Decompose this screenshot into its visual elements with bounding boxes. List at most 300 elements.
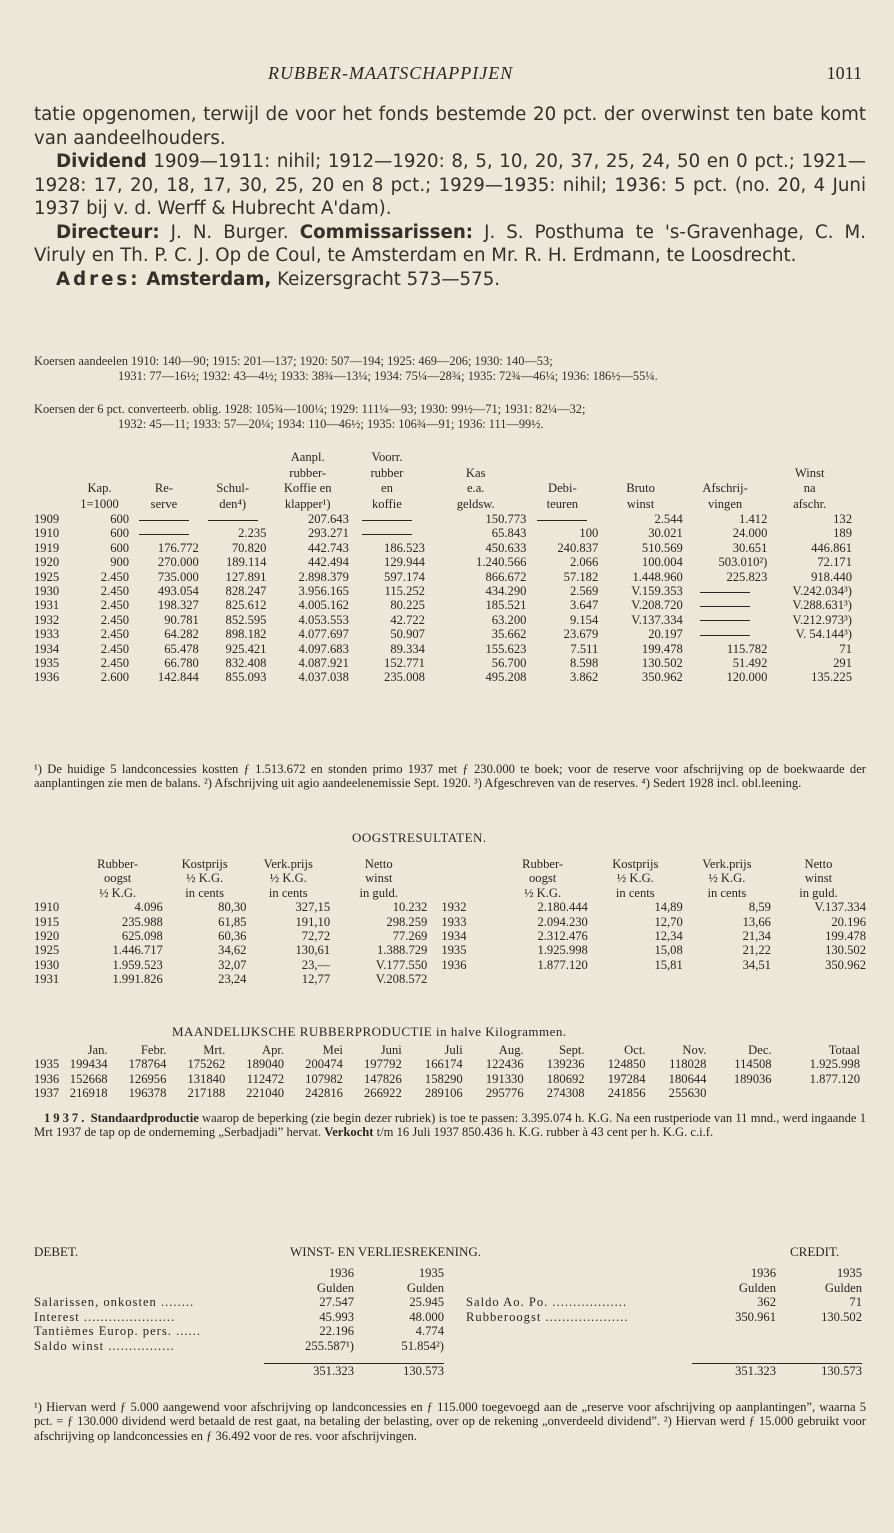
table-cell: 196378	[128, 1086, 167, 1101]
table-cell: 2.450	[100, 656, 130, 671]
column-header: Rubber- oogst ½ K.G.	[522, 857, 564, 900]
dash-mark	[700, 592, 750, 593]
table-cell: 89.334	[390, 641, 425, 656]
dash-mark	[700, 635, 750, 636]
unit-cell: Gulden	[406, 1280, 444, 1295]
table-cell: 50.907	[390, 627, 425, 642]
table-cell: 298.259	[386, 914, 428, 929]
harvest-table	[34, 857, 866, 987]
table-cell: 350.961	[735, 1309, 776, 1324]
table-cell	[349, 526, 425, 540]
intro-line: tatie opgenomen, terwijl de voor het fonds bestemde 20 pct. der overwinst ten bate komt van aandeelhouders.	[34, 104, 866, 149]
total-cell: 130.573	[354, 1363, 444, 1378]
total-cell: 351.323	[692, 1363, 776, 1378]
table-cell: 1933	[34, 627, 60, 642]
table-cell: 3.862	[569, 670, 599, 685]
table-cell: 1937	[34, 1086, 60, 1101]
table-cell: 21,34	[742, 929, 771, 944]
table-cell: 189	[833, 526, 852, 541]
table-cell: 2.569	[569, 584, 599, 599]
table-cell: 235.008	[384, 670, 425, 685]
table-cell: 1935	[441, 943, 467, 958]
table-cell: 1.388.729	[376, 943, 428, 958]
table-cell: 8.598	[569, 656, 599, 671]
table-cell: 30.021	[648, 526, 683, 541]
table-cell: Interest ......................	[34, 1309, 176, 1324]
table-cell: 199434	[69, 1057, 108, 1072]
table-cell: 2.450	[100, 569, 130, 584]
table-cell: 832.408	[225, 656, 267, 671]
table-cell	[683, 613, 768, 627]
table-cell: 127.891	[225, 569, 267, 584]
table-row	[34, 512, 852, 526]
share-prices-line1: Koersen aandeelen 1910: 140—90; 1915: 201—137; 1920: 507—194; 1925: 469—206; 1930: 140—53;	[34, 354, 553, 368]
table-cell: 132	[833, 512, 852, 526]
table-cell: 900	[110, 555, 130, 570]
total-row	[466, 1363, 862, 1378]
table-cell: 4.037.038	[298, 670, 349, 685]
bond-prices	[34, 402, 866, 433]
table-row	[34, 584, 852, 598]
table-cell: 1.991.826	[112, 972, 163, 987]
account-row	[466, 1295, 862, 1310]
table-cell: 1920	[34, 555, 60, 570]
table-cell: 189.114	[226, 555, 267, 570]
table-cell: 1925	[34, 569, 60, 584]
table-cell: 23,—	[301, 957, 331, 972]
table-cell	[349, 512, 425, 526]
table-cell: 510.569	[641, 540, 683, 555]
column-header: Rubber- oogst ½ K.G.	[97, 857, 139, 900]
table-cell: 112472	[246, 1071, 285, 1086]
table-row	[34, 972, 866, 986]
table-cell: 1.959.523	[112, 957, 163, 972]
table-cell: 65.843	[491, 526, 527, 541]
month-header: Aug.	[498, 1043, 524, 1057]
table-cell: 852.595	[225, 612, 267, 627]
table-cell: 362	[757, 1295, 776, 1309]
table-cell: 493.054	[157, 584, 199, 599]
table-cell: 1.925.998	[809, 1057, 860, 1072]
table-cell: 2.094.230	[537, 914, 588, 929]
table-cell: 4.774	[415, 1324, 444, 1338]
table-cell: 1931	[34, 972, 60, 987]
winst-heading: WINST- EN VERLIESREKENING.	[290, 1244, 482, 1259]
adres-label: Adres:	[56, 268, 141, 290]
column-header	[427, 857, 497, 900]
table-cell: 207.643	[307, 512, 349, 526]
table-cell: 66.780	[164, 656, 199, 671]
table-cell: 12,77	[301, 972, 331, 987]
oogst-title: OOGSTRESULTATEN.	[352, 830, 487, 845]
table-cell: 2.450	[100, 598, 130, 613]
table-cell: 855.093	[225, 670, 267, 685]
table-cell: 126956	[128, 1071, 167, 1086]
table-cell: 9.154	[569, 612, 599, 627]
blank-cell	[34, 1353, 264, 1363]
table-cell: 1.877.120	[537, 957, 588, 972]
share-prices-line2: 1931: 77—16½; 1932: 43—4½; 1933: 38¾—13¼; 1934: 75¼—28¾; 1935: 72¾—46¼; 1936: 186½—55¼.	[118, 369, 658, 384]
table-cell: 825.612	[225, 598, 267, 613]
table-cell: 180644	[668, 1071, 707, 1086]
month-header: Sept.	[559, 1043, 585, 1057]
blank-cell	[34, 1363, 264, 1378]
standard-label: Standaardproductie	[90, 1111, 199, 1125]
month-header: Juni	[380, 1043, 402, 1057]
table-cell: 14,89	[654, 900, 683, 915]
running-head	[0, 63, 894, 85]
table-cell: 266922	[363, 1086, 402, 1101]
table-cell: Rubberoogst ....................	[466, 1309, 629, 1324]
table-cell: 35.662	[491, 627, 527, 642]
table-cell: 152668	[69, 1071, 108, 1086]
month-header: Totaal	[828, 1043, 860, 1057]
table-cell: V.177.550	[375, 957, 428, 972]
adres-city: Amsterdam,	[146, 268, 272, 290]
credit-table	[466, 1266, 862, 1378]
table-cell: 4.005.162	[298, 598, 349, 613]
table-row	[34, 943, 866, 957]
table-cell: 130.502	[641, 656, 683, 671]
table-row	[34, 598, 852, 612]
table-cell: 1930	[34, 957, 60, 972]
table-cell: 199.478	[825, 929, 866, 944]
table-cell: 1925	[34, 943, 60, 958]
total-row	[34, 1363, 444, 1378]
table-cell: 4.087.921	[298, 656, 349, 671]
column-header: Voorr. rubber en koffie	[370, 450, 404, 511]
table-cell: 1.925.998	[537, 943, 588, 958]
table-row	[34, 1086, 860, 1100]
table-cell: 34,62	[218, 943, 247, 958]
table-cell: 131840	[187, 1071, 226, 1086]
commissarissen-label: Commissarissen:	[299, 221, 474, 243]
table-cell: 15,08	[654, 943, 683, 958]
table-cell: 4.053.553	[298, 612, 349, 627]
table-cell: 63.200	[491, 612, 527, 627]
table-cell: 2.312.476	[537, 929, 588, 944]
table-cell: 1933	[441, 914, 467, 929]
standard-production	[34, 1111, 866, 1140]
address-paragraph	[34, 268, 866, 292]
spacer-row	[466, 1353, 862, 1363]
table-cell: 1.240.566	[476, 555, 527, 570]
table-cell: 191330	[485, 1071, 524, 1086]
table-cell: 166174	[424, 1057, 463, 1072]
column-header: Schul- den⁴)	[216, 481, 250, 511]
table-cell: 293.271	[307, 526, 349, 541]
table-cell: 114508	[734, 1057, 772, 1072]
table-row	[34, 656, 852, 670]
table-cell: 189040	[246, 1057, 285, 1072]
table-cell: 1932	[441, 900, 467, 915]
table-cell: 1920	[34, 929, 60, 944]
table-cell: 2.544	[654, 512, 683, 526]
table-cell: 90.781	[164, 612, 199, 627]
table-cell	[129, 512, 199, 526]
table-cell: V.242.034³)	[792, 584, 852, 599]
table-cell: 241856	[607, 1086, 646, 1101]
table-cell: 130.502	[821, 1309, 862, 1324]
table-cell: 2.450	[100, 584, 130, 599]
table-cell: 600	[110, 526, 130, 541]
table-cell: 130.502	[825, 943, 866, 958]
table-cell: 221040	[246, 1086, 285, 1101]
table-cell: 176.772	[157, 540, 199, 555]
table-cell: Salarissen, onkosten ........	[34, 1295, 195, 1309]
table-cell: 442.494	[307, 555, 349, 570]
table-cell: 120.000	[726, 670, 768, 685]
table-cell	[129, 526, 199, 540]
dash-mark	[362, 520, 412, 521]
table-cell: 1930	[34, 584, 60, 599]
table-cell: 1.877.120	[809, 1071, 860, 1086]
table-cell: 1909	[34, 512, 60, 526]
table-cell: 178764	[128, 1057, 167, 1072]
table-cell: 72,72	[301, 929, 331, 944]
table-cell: 291	[833, 656, 852, 671]
dash-mark	[700, 606, 750, 607]
table-cell: 625.098	[121, 929, 163, 944]
table-cell: 71	[849, 1295, 862, 1309]
month-header: Nov.	[682, 1043, 707, 1057]
table-cell: 217188	[187, 1086, 226, 1101]
table-cell: 152.771	[384, 656, 425, 671]
table-cell: 350.962	[641, 670, 683, 685]
table-cell: 129.944	[384, 555, 425, 570]
month-header: Mrt.	[203, 1043, 226, 1057]
column-header: Winst na afschr.	[793, 465, 827, 511]
table-cell: 200474	[305, 1057, 343, 1072]
table-cell: 1.448.960	[632, 569, 683, 584]
column-header	[34, 450, 70, 512]
table-cell: 25.945	[409, 1295, 444, 1309]
maand-title: MAANDELIJKSCHE RUBBERPRODUCTIE in halve Kilogrammen.	[172, 1024, 567, 1039]
table-cell: 175262	[187, 1057, 226, 1072]
column-header: Verk.prijs ½ K.G. in cents	[263, 857, 313, 900]
blank-cell	[466, 1324, 692, 1339]
spacer-row	[466, 1339, 862, 1354]
table-cell: 56.700	[491, 656, 527, 671]
table-cell: 71	[839, 641, 852, 656]
year-cell: 1936	[328, 1266, 354, 1280]
month-header: Apr.	[262, 1043, 285, 1057]
table-cell: 255.587¹)	[305, 1338, 354, 1353]
table-cell: 2.600	[100, 670, 130, 685]
year-cell: 1935	[418, 1266, 444, 1280]
month-header: Oct.	[624, 1043, 646, 1057]
table-cell: 12,70	[654, 914, 683, 929]
table-cell: 61,85	[218, 914, 247, 929]
table-cell: 80.225	[390, 598, 425, 613]
table-row	[34, 670, 852, 684]
table-cell: 2.450	[100, 641, 130, 656]
account-row	[466, 1310, 862, 1325]
table-cell: 235.988	[121, 914, 163, 929]
table-cell: V.137.334	[814, 900, 866, 915]
table-cell: 45.993	[319, 1309, 354, 1324]
table-cell: 23,24	[218, 972, 247, 987]
table-cell: 1919	[34, 540, 60, 555]
table-cell: 118028	[669, 1057, 707, 1072]
month-header: Dec.	[748, 1043, 772, 1057]
dash-mark	[537, 520, 587, 521]
blank-cell	[466, 1353, 692, 1363]
footnote-1: ¹) De huidige 5 landconcessies kostten ƒ 1.513.672 en stonden primo 1937 met ƒ 230.000 te boek; voor de reserve voor afschrijving op de boekwaarde der aanplantingen zie men de balans. ²) Afschrijving uit agio aandeelenemissie Sept. 1920. ³) Afgeschreven van de reserves. ⁴) Sedert 1928 incl. obl.leening.	[34, 762, 866, 791]
dash-mark	[362, 534, 412, 535]
credit-heading: CREDIT.	[790, 1244, 840, 1259]
share-prices	[34, 354, 866, 385]
total-cell: 130.573	[776, 1363, 862, 1378]
table-cell: 255630	[668, 1086, 707, 1101]
blank-cell	[34, 1281, 264, 1296]
column-header: Netto winst in guld.	[799, 857, 838, 900]
account-row	[34, 1310, 444, 1325]
table-cell: 327,15	[295, 900, 331, 915]
total-cell: 351.323	[264, 1363, 354, 1378]
table-cell: 20.197	[648, 627, 683, 642]
table-cell: 1.412	[739, 512, 768, 526]
table-cell: 135.225	[811, 670, 852, 685]
column-header: Kostprijs ½ K.G. in cents	[181, 857, 228, 900]
year-row	[466, 1266, 862, 1281]
table-cell: 72.171	[817, 555, 852, 570]
account-row	[34, 1324, 444, 1339]
table-cell: 7.511	[570, 641, 599, 656]
table-cell: 197284	[607, 1071, 646, 1086]
table-cell: 15,81	[654, 957, 683, 972]
table-cell: 600	[110, 540, 130, 555]
table-cell: 1936	[34, 670, 60, 685]
table-cell: 597.174	[384, 569, 425, 584]
spacer-row	[466, 1324, 862, 1339]
table-row	[34, 929, 866, 943]
table-cell: 65.478	[164, 641, 199, 656]
table-cell: 350.962	[825, 957, 866, 972]
table-cell: Tantièmes Europ. pers. ......	[34, 1324, 201, 1338]
table-row	[34, 570, 852, 584]
table-cell: 898.182	[225, 627, 267, 642]
table-cell: 2.898.379	[298, 569, 349, 584]
table-cell: 124850	[607, 1057, 646, 1072]
company-intro	[34, 103, 866, 291]
table-cell: 2.066	[569, 555, 599, 570]
table-cell: 918.440	[811, 569, 852, 584]
table-cell: 240.837	[557, 540, 599, 555]
table-cell: 13,66	[742, 914, 771, 929]
account-row	[34, 1339, 444, 1354]
table-cell: 27.547	[319, 1295, 354, 1309]
table-cell: 216918	[69, 1086, 108, 1101]
dash-mark	[208, 520, 258, 521]
unit-cell: Gulden	[824, 1280, 862, 1295]
dash-mark	[700, 620, 750, 621]
page-number: 1011	[826, 63, 862, 83]
table-cell: 1910	[34, 526, 60, 541]
unit-row	[466, 1281, 862, 1296]
table-row	[34, 1072, 860, 1086]
table-cell: 866.672	[485, 569, 527, 584]
table-cell: 1932	[34, 612, 60, 627]
table-cell: 147826	[363, 1071, 402, 1086]
table-row	[34, 613, 852, 627]
column-header: Kap. 1=1000	[80, 481, 119, 511]
spacer-row	[34, 1353, 444, 1363]
table-cell: 30.651	[732, 540, 768, 555]
table-cell: 446.861	[811, 540, 852, 555]
table-cell: 185.521	[485, 598, 527, 613]
table-cell: 77.269	[392, 929, 428, 944]
table-cell: 12,34	[654, 929, 683, 944]
table-cell: 1915	[34, 914, 60, 929]
table-cell: 23.679	[563, 627, 599, 642]
table-cell: 122436	[485, 1057, 524, 1072]
table-cell: 57.182	[563, 569, 599, 584]
verkocht-label: Verkocht	[324, 1125, 374, 1140]
table-cell: 186.523	[384, 540, 425, 555]
table-cell: 600	[110, 512, 130, 526]
blank-cell	[34, 1266, 264, 1281]
table-cell: 189036	[733, 1071, 772, 1086]
table-cell: 4.077.697	[298, 627, 349, 642]
table-cell: 139236	[546, 1057, 585, 1072]
table-cell: 3.647	[569, 598, 599, 613]
table-cell: 130,61	[295, 943, 331, 958]
table-cell: 450.633	[485, 540, 527, 555]
table-cell: 828.247	[225, 584, 267, 599]
directeur-label: Directeur:	[56, 221, 160, 243]
table-cell: 20.196	[831, 914, 866, 929]
table-cell: 1935	[34, 1057, 60, 1072]
table-cell: 180692	[546, 1071, 585, 1086]
table-cell: 64.282	[164, 627, 199, 642]
table-cell: 3.956.165	[298, 584, 349, 599]
table-cell: 1934	[34, 641, 60, 656]
table-row	[34, 555, 852, 569]
table-cell: 198.327	[157, 598, 199, 613]
table-cell: 2.450	[100, 627, 130, 642]
table-row	[34, 541, 852, 555]
table-cell: 199.478	[641, 641, 683, 656]
column-header: Re- serve	[150, 481, 178, 511]
debet-table	[34, 1266, 444, 1378]
table-cell: 274308	[546, 1086, 585, 1101]
unit-cell: Gulden	[316, 1280, 354, 1295]
table-cell: 32,07	[218, 957, 247, 972]
table-cell: 1931	[34, 598, 60, 613]
table-cell: 10.232	[392, 900, 428, 915]
table-cell: Saldo winst ................	[34, 1338, 175, 1353]
month-header: Mei	[322, 1043, 343, 1057]
table-row	[34, 1057, 860, 1071]
debet-heading: DEBET.	[34, 1244, 79, 1259]
blank-cell	[466, 1363, 692, 1378]
table-cell: 1910	[34, 900, 60, 915]
dash-mark	[139, 534, 189, 535]
table-cell	[526, 512, 598, 526]
table-cell: 100	[579, 526, 599, 541]
table-cell: 142.844	[157, 670, 199, 685]
table-cell: 434.290	[485, 584, 527, 599]
year-cell: 1936	[750, 1266, 776, 1280]
table-cell: 442.743	[307, 540, 349, 555]
column-header	[34, 1043, 61, 1057]
table-cell: 2.180.444	[537, 900, 588, 915]
account-row	[34, 1295, 444, 1310]
column-header: Debi- teuren	[546, 481, 579, 511]
table-cell: V.212.973³)	[792, 612, 852, 627]
table-cell	[683, 584, 768, 598]
